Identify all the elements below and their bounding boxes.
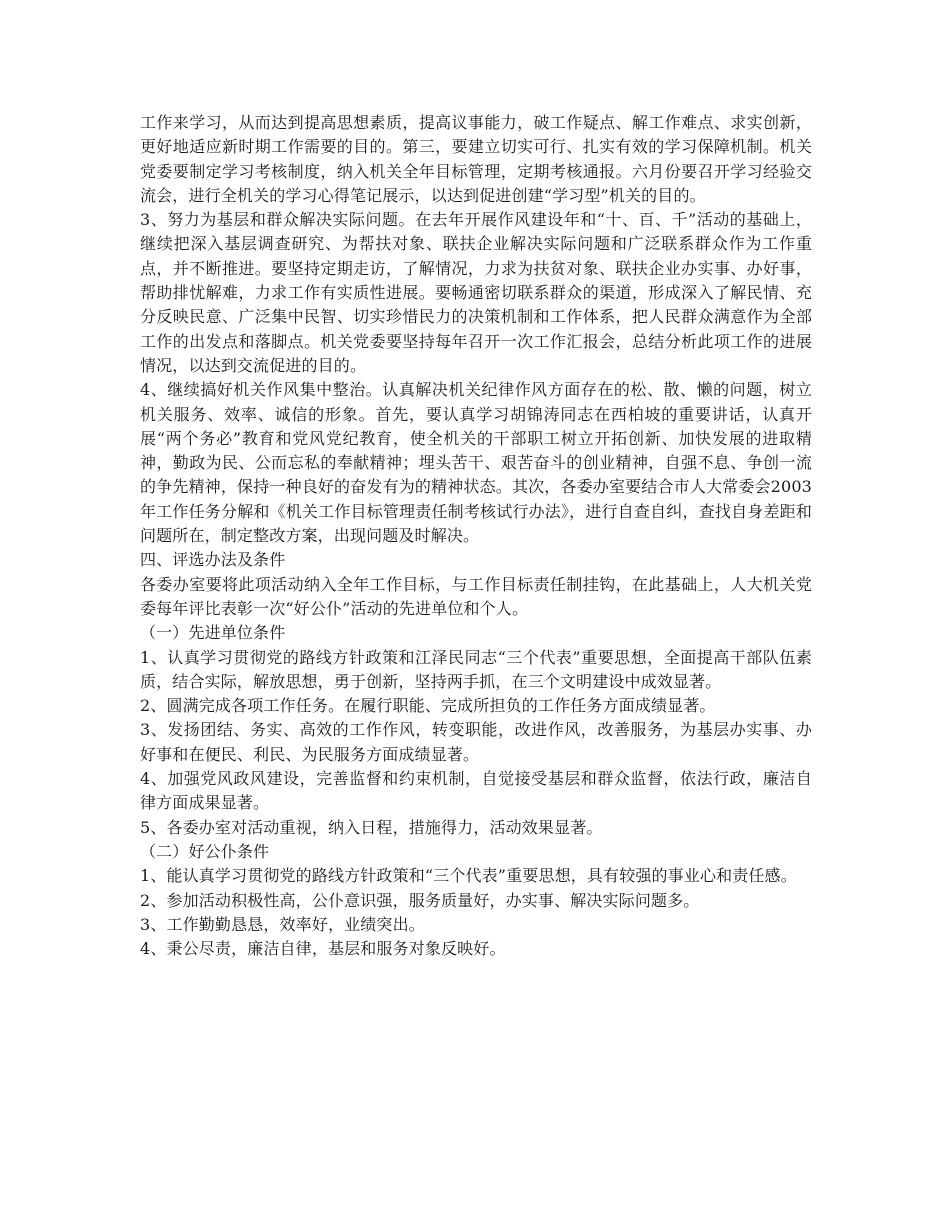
list-item-servant-4: 4、秉公尽责，廉洁自律，基层和服务对象反映好。: [140, 939, 506, 959]
subheading-good-servant: （二）好公仆条件: [140, 841, 270, 861]
paragraph-study-guarantee: 工作来学习，从而达到提高思想素质，提高议事能力，破工作疑点、解工作难点、求实创新，更好地适应新时期工作需要的目的。第三，要建立切实可行、扎实有效的学习保障机制。机关党委要制定学习考核制度，纳入机关全年目标管理，定期考核通报。六月份要召开学习经验交流会，进行全机关的学习心得笔记展示，以达到促进创建“学习型”机关的目的。: [140, 113, 812, 205]
paragraph-selection-intro: 各委办室要将此项活动纳入全年工作目标，与工作目标责任制挂钩，在此基础上，人大机关党委每年评比表彰一次“好公仆”活动的先进单位和个人。: [140, 574, 812, 618]
list-item-unit-3: 3、发扬团结、务实、高效的工作作风，转变职能，改进作风，改善服务，为基层办实事、办好事和在便民、利民、为民服务方面成绩显著。: [140, 720, 812, 764]
list-item-servant-1: 1、能认真学习贯彻党的路线方针政策和“三个代表”重要思想，具有较强的事业心和责任感。: [140, 866, 797, 886]
paragraph-item-3-grassroots: 3、努力为基层和群众解决实际问题。在去年开展作风建设年和“十、百、千”活动的基础上，继续把深入基层调查研究、为帮扶对象、联扶企业解决实际问题和广泛联系群众作为工作重点，并不断推进。要坚持定期走访，了解情况，力求为扶贫对象、联扶企业办实事、办好事，帮助排忧解难，力求工作有实质性进展。要畅通密切联系群众的渠道，形成深入了解民情、充分反映民意、广泛集中民智、切实珍惜民力的决策机制和工作体系，把人民群众满意作为全部工作的出发点和落脚点。机关党委要坚持每年召开一次工作汇报会，总结分析此项工作的进展情况，以达到交流促进的目的。: [140, 210, 812, 375]
list-item-unit-1: 1、认真学习贯彻党的路线方针政策和江泽民同志“三个代表”重要思想，全面提高干部队伍素质，结合实际，解放思想，勇于创新，坚持两手抓，在三个文明建设中成效显著。: [140, 647, 812, 691]
list-item-unit-5: 5、各委办室对活动重视，纳入日程，措施得力，活动效果显著。: [140, 817, 603, 837]
list-item-servant-2: 2、参加活动积极性高，公仆意识强，服务质量好，办实事、解决实际问题多。: [140, 890, 700, 910]
section-heading-selection: 四、评选办法及条件: [140, 550, 286, 570]
list-item-servant-3: 3、工作勤勤恳恳，效率好，业绩突出。: [140, 914, 425, 934]
list-item-unit-4: 4、加强党风政风建设，完善监督和约束机制，自觉接受基层和群众监督，依法行政，廉洁自律方面成果显著。: [140, 769, 812, 813]
subheading-advanced-unit: （一）先进单位条件: [140, 623, 286, 643]
paragraph-item-4-work-style: 4、继续搞好机关作风集中整治。认真解决机关纪律作风方面存在的松、散、懒的问题，树立机关服务、效率、诚信的形象。首先，要认真学习胡锦涛同志在西柏坡的重要讲话，认真开展“两个务必”教育和党风党纪教育，使全机关的干部职工树立开拓创新、加快发展的进取精神，勤政为民、公而忘私的奉献精神；埋头苦干、艰苦奋斗的创业精神，自强不息、争创一流的争先精神，保持一种良好的奋发有为的精神状态。其次，各委办室要结合市人大常委会2003年工作任务分解和《机关工作目标管理责任制考核试行办法》，进行自查自纠，查找自身差距和问题所在，制定整改方案，出现问题及时解决。: [140, 380, 812, 546]
list-item-unit-2: 2、圆满完成各项工作任务。在履行职能、完成所担负的工作任务方面成绩显著。: [140, 696, 716, 716]
document-body: [140, 111, 812, 961]
